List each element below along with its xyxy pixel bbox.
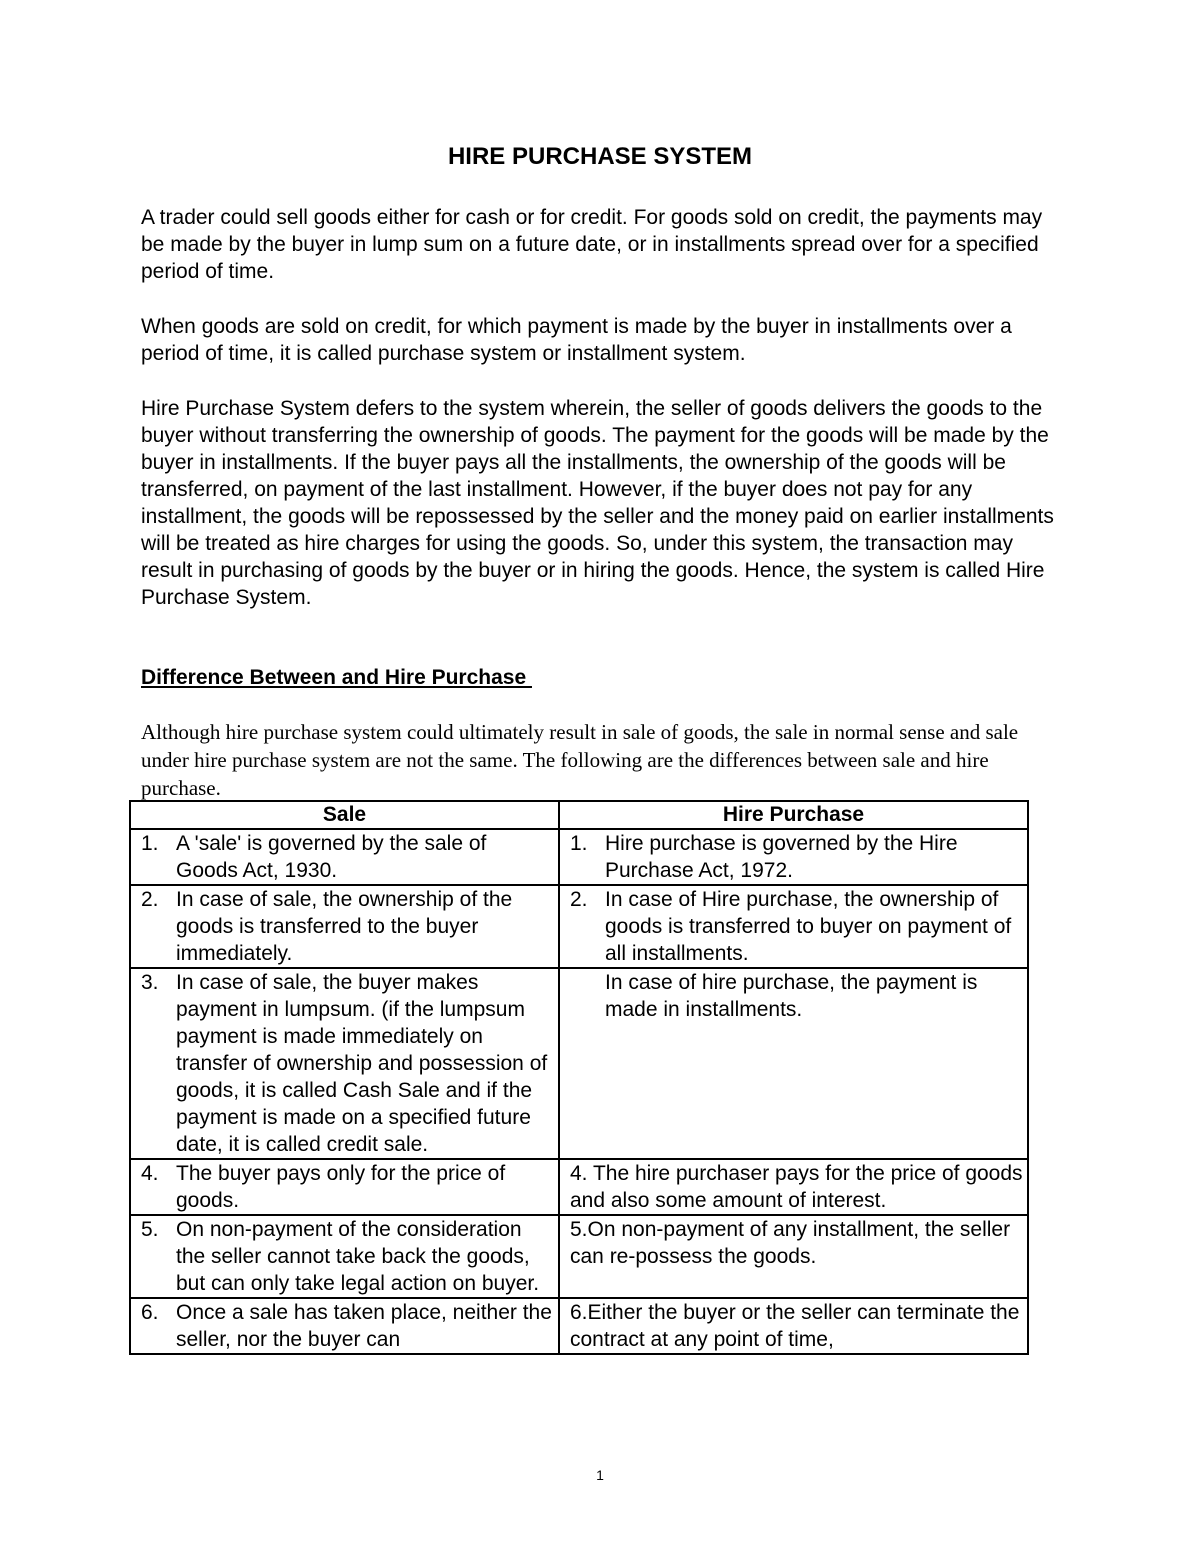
hire-purchase-text: In case of Hire purchase, the ownership of goods is transferred to buyer on payment of all installments. [605, 888, 1012, 965]
sale-cell [130, 1298, 559, 1354]
table-row [130, 1298, 1028, 1354]
sale-text: In case of sale, the ownership of the goods is transferred to the buyer immediately. [176, 888, 513, 965]
page-number: 1 [596, 1467, 604, 1483]
hire-purchase-cell [559, 885, 1028, 968]
hire-purchase-cell [559, 1159, 1028, 1215]
sale-text: Once a sale has taken place, neither the seller, nor the buyer can [176, 1301, 552, 1351]
paragraph-hire-purchase: Hire Purchase System defers to the system wherein, the seller of goods delivers the goods to the buyer without transferring the ownership of goods. The payment for the goods will be made by the buyer in installments. If the buyer pays all the installments, the ownership of the goods will be transferred, on payment of the last installment. However, if the buyer does not pay for any installment, the goods will be repossessed by the seller and the money paid on earlier installments will be treated as hire charges for using the goods. So, under this system, the transaction may result in purchasing of goods by the buyer or in hiring the goods. Hence, the system is called Hire Purchase System. [141, 397, 1054, 609]
sale-text: The buyer pays only for the price of goods. [176, 1162, 506, 1212]
table-row [130, 829, 1028, 885]
table-header-row [130, 801, 1028, 829]
hire-purchase-text: 4. The hire purchaser pays for the price of goods and also some amount of interest. [570, 1162, 1023, 1212]
item-number: 5. [141, 1218, 159, 1241]
hire-purchase-cell [559, 829, 1028, 885]
sale-text: A 'sale' is governed by the sale of Goods Act, 1930. [176, 832, 487, 882]
item-number: 3. [141, 971, 159, 994]
sale-cell [130, 1159, 559, 1215]
sale-cell [130, 885, 559, 968]
hire-purchase-text: Hire purchase is governed by the Hire Purchase Act, 1972. [605, 832, 958, 882]
section-intro: Although hire purchase system could ultimately result in sale of goods, the sale in normal sense and sale under hire purchase system are not the same. The following are the differences between sale and hire purchase. [141, 720, 1019, 800]
sale-text: On non-payment of the consideration the seller cannot take back the goods, but can only take legal action on buyer. [176, 1218, 540, 1295]
paragraph-installment: When goods are sold on credit, for which payment is made by the buyer in installments over a period of time, it is called purchase system or installment system. [141, 315, 1012, 365]
page-title: HIRE PURCHASE SYSTEM [447, 143, 753, 170]
item-number: 2. [570, 888, 588, 911]
item-number: 1. [141, 832, 159, 855]
item-number: 1. [570, 832, 588, 855]
item-number: 4. [141, 1162, 159, 1185]
hire-purchase-cell [559, 968, 1028, 1159]
hire-purchase-cell [559, 1215, 1028, 1298]
differences-table [129, 800, 1029, 1355]
section-heading: Difference Between and Hire Purchase [141, 666, 532, 689]
sale-cell [130, 1215, 559, 1298]
paragraph-intro: A trader could sell goods either for cash or for credit. For goods sold on credit, the payments may be made by the buyer in lump sum on a future date, or in installments spread over for a specified period of time. [141, 206, 1043, 283]
sale-cell [130, 968, 559, 1159]
sale-text: In case of sale, the buyer makes payment in lumpsum. (if the lumpsum payment is made immediately on transfer of ownership and possession of goods, it is called Cash Sale and if the payment is made on a specified future date, it is called credit sale. [176, 971, 548, 1156]
sale-cell [130, 829, 559, 885]
hire-purchase-text: 6.Either the buyer or the seller can terminate the contract at any point of time, [570, 1301, 1020, 1351]
hire-purchase-cell [559, 1298, 1028, 1354]
item-number [560, 969, 605, 1023]
hire-purchase-text: 5.On non-payment of any installment, the seller can re-possess the goods. [570, 1218, 1011, 1268]
item-number: 2. [141, 888, 159, 911]
item-number: 6. [141, 1301, 159, 1324]
table-row [130, 1159, 1028, 1215]
header-hire-purchase: Hire Purchase [559, 801, 1028, 829]
table-row [130, 1215, 1028, 1298]
header-sale: Sale [130, 801, 559, 829]
table-row [130, 968, 1028, 1159]
table-row [130, 885, 1028, 968]
hire-purchase-text: In case of hire purchase, the payment is made in installments. [605, 971, 978, 1021]
